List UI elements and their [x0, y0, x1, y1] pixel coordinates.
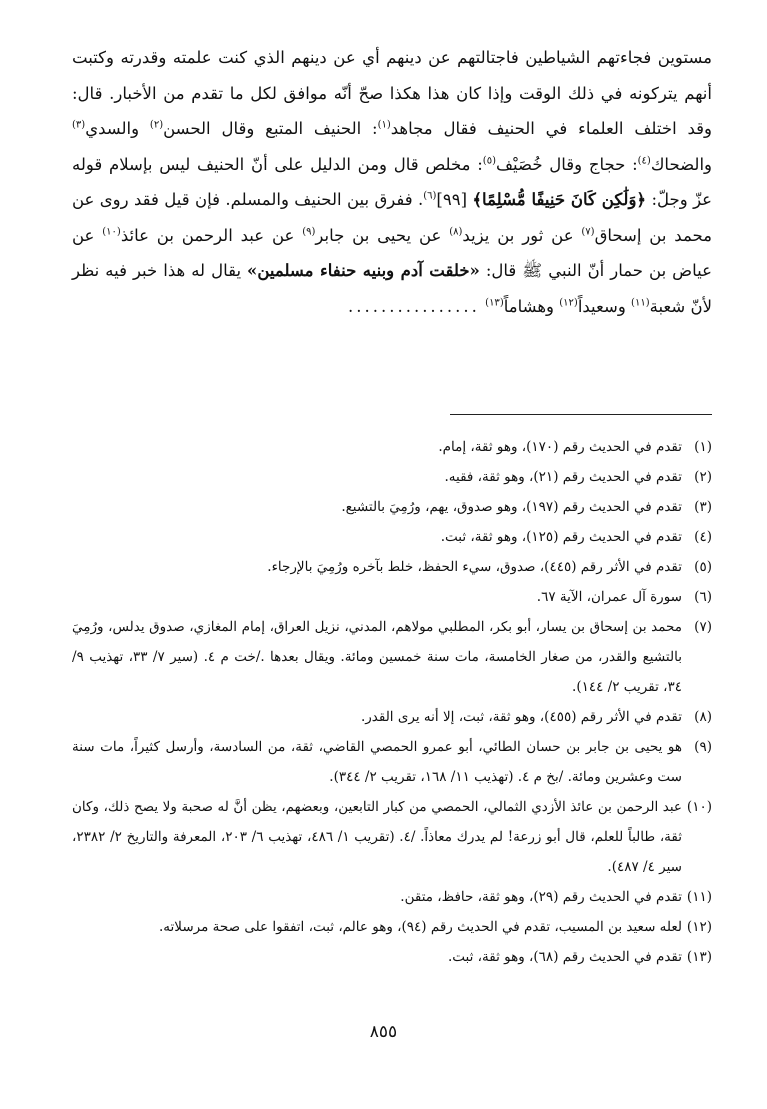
quran-verse: ﴿وَلَٰكِن كَانَ حَنِيفًا مُّسْلِمًا﴾ [472, 190, 647, 209]
text-run: : الحنيف المتبع وقال الحسن [163, 119, 378, 138]
footnote-text: لعله سعيد بن المسيب، تقدم في الحديث رقم (٩٤)، وهو عالم، ثبت، اتفقوا على صحة مرسلاته. [159, 919, 682, 935]
footnote-text: تقدم في الحديث رقم (١٩٧)، وهو صدوق، يهم، ورُمِيَ بالتشيع. [341, 499, 682, 515]
text-run: والضحاك [650, 154, 712, 174]
hadith-quote: «خلقت آدم وبنيه حنفاء مسلمين» [247, 261, 480, 280]
text-run: والسدي [85, 119, 150, 138]
text-run: عن يحيى بن جابر [315, 225, 450, 245]
footnote [72, 432, 712, 462]
text-run: عن ثور بن يزيد [462, 225, 582, 245]
footnote-text: تقدم في الحديث رقم (٢١)، وهو ثقة، فقيه. [444, 469, 682, 485]
text-run: عن عياض بن حمار أنّ النبي ﷺ قال: [72, 225, 712, 280]
footnote-text: تقدم في الحديث رقم (٦٨)، وهو ثقة، ثبت. [448, 949, 682, 965]
footnote [72, 882, 712, 912]
footnote [72, 612, 712, 702]
footnote-divider [450, 414, 712, 415]
footnote-ref[interactable]: (٢) [149, 119, 164, 131]
footnote-text: تقدم في الأثر رقم (٤٥٥)، وهو ثقة، ثبت، إلا أنه يرى القدر. [360, 709, 682, 725]
footnote-ref[interactable]: (٥) [482, 155, 496, 166]
footnote [72, 912, 712, 942]
footnote-text: محمد بن إسحاق بن يسار، أبو بكر، المطلبي مولاهم، المدني، نزيل العراق، إمام المغازي، صدوق يدلس، ورُمِيَ بالتشيع والقدر، من صغار الخامسة، مات سنة خمسين ومائة. ويقال بعدها ./خت م ٤. (سير ٧/ ٣٣، تهذيب ٩/ ٣٤، تقريب ٢/ ١٤٤). [72, 619, 682, 695]
footnote-number: (٢) [694, 469, 712, 485]
footnote-number: (٦) [694, 589, 712, 605]
footnote-number: (١٣) [686, 949, 712, 965]
footnote-ref[interactable]: (٤) [637, 155, 651, 166]
footnote [72, 582, 712, 612]
footnote [72, 462, 712, 492]
footnote-text: تقدم في الحديث رقم (١٧٠)، وهو ثقة، إمام. [438, 439, 682, 455]
footnote-number: (٣) [694, 499, 712, 515]
footnote-ref[interactable]: (١٣) [485, 297, 504, 308]
footnote-ref[interactable]: (٣) [72, 119, 86, 131]
text-run: مستوين فجاءتهم الشياطين فاجتالتهم عن دينهم أي عن دينهم الذي كنت علمته وقدرته وكتبت أنهم يتركونه في ذلك الوقت وإذا كان هذا هكذا صحّ أنّه موافق لكل ما تقدم من الأخبار. قال: وقد اختلف العلماء في الحنيف فقال مجاهد [72, 48, 712, 138]
footnote-ref[interactable]: (٩) [302, 226, 316, 237]
footnote-ref[interactable]: (١٢) [559, 297, 578, 308]
footnote-text: تقدم في الحديث رقم (١٢٥)، وهو ثقة، ثبت. [440, 529, 682, 545]
text-run: : مخلص قال ومن الدليل على أنّ الحنيف ليس بإسلام قوله عزّ وجلّ: [72, 154, 713, 209]
text-run: عن عبد الرحمن بن عائذ [120, 225, 303, 245]
text-run: وهشاماً [503, 296, 560, 316]
text-run: وسعيداً [577, 296, 632, 316]
footnote-text: هو يحيى بن جابر بن حسان الطائي، أبو عمرو الحمصي القاضي، ثقة، من السادسة، وأرسل كثيراً، مات سنة ست وعشرين ومائة. /بخ م ٤. (تهذيب ١١/ ١٦٨، تقريب ٢/ ٣٤٤). [72, 739, 682, 785]
footnote-number: (٤) [694, 529, 712, 545]
footnote-text: تقدم في الأثر رقم (٤٤٥)، صدوق، سيء الحفظ، خلط بآخره ورُمِيَ بالإرجاء. [267, 559, 682, 575]
text-run: . ففرق بين الحنيف والمسلم. فإن قيل فقد روى عن محمد بن إسحاق [72, 190, 712, 245]
footnote-number: (٧) [694, 619, 712, 635]
footnote-text: سورة آل عمران، الآية ٦٧. [536, 589, 682, 605]
footnote [72, 942, 712, 972]
footnote-text: عبد الرحمن بن عائذ الأزدي الثمالي، الحمصي من كبار التابعين، وبعضهم، يظن أنَّ له صحبة ولا يصح ذلك، وكان ثقة، طالباً للعلم، قال أبو زرعة! لم يدرك معاذاً. /٤. (تقريب ١/ ٤٨٦، تهذيب ٦/ ٢٠٣، المعرفة والتاريخ ٢/ ٢٣٨٢، سير ٤/ ٤٨٧). [72, 799, 683, 875]
footnote-number: (١٢) [686, 919, 712, 935]
page-number: ٨٥٥ [369, 1022, 398, 1042]
footnote-ref[interactable]: (٨) [449, 226, 463, 237]
main-text [72, 40, 712, 324]
footnote-text: تقدم في الحديث رقم (٢٩)، وهو ثقة، حافظ، متقن. [400, 889, 682, 905]
footnote-ref[interactable]: (١١) [631, 297, 650, 308]
footnote-number: (٩) [694, 739, 712, 755]
footnote-ref[interactable]: (١) [377, 119, 391, 131]
text-run: : حجاج وقال خُصَيْف [495, 154, 638, 174]
footnote-number: (١٠) [686, 799, 712, 815]
footnote-number: (١١) [686, 889, 712, 905]
footnote [72, 702, 712, 732]
footnote-number: (٥) [694, 559, 712, 575]
footnote-number: (١) [694, 439, 712, 455]
continuation-dots: ................ [347, 296, 480, 316]
footnote [72, 522, 712, 552]
text-run: [٩٩] [436, 190, 473, 209]
footnote [72, 552, 712, 582]
text-run: يقال له هذا خبر فيه نظر لأنّ شعبة [72, 261, 712, 316]
footnote [72, 492, 712, 522]
footnote-ref[interactable]: (١٠) [102, 226, 121, 237]
footnote [72, 732, 712, 792]
footnote-number: (٨) [694, 709, 712, 725]
footnote-ref[interactable]: (٧) [581, 226, 595, 237]
footnotes [72, 432, 712, 972]
main-paragraph [72, 40, 712, 324]
footnote [72, 792, 712, 882]
footnote-ref[interactable]: (٦) [423, 190, 437, 202]
